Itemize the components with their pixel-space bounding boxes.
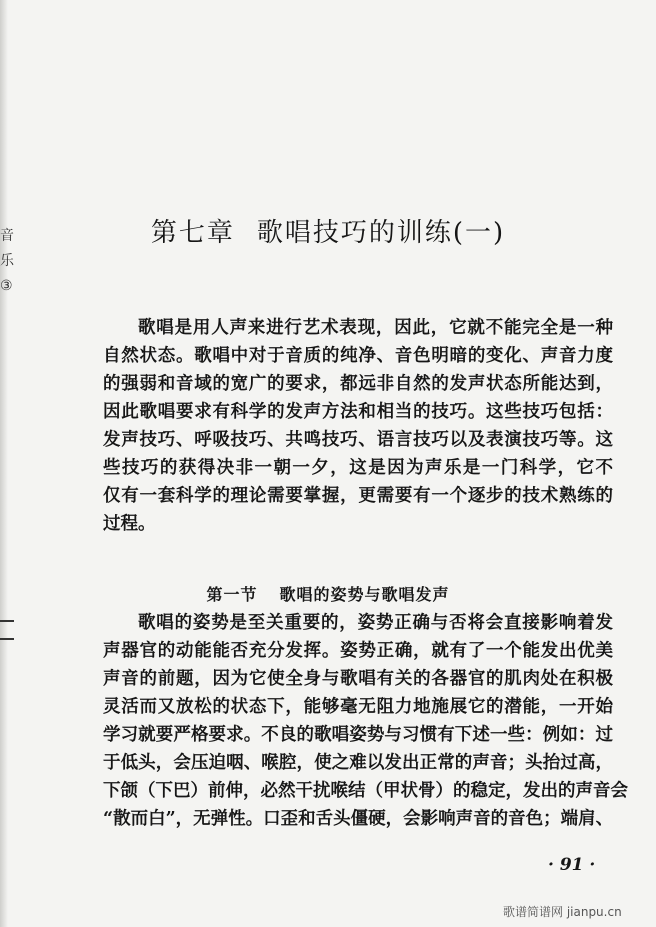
chapter-number: 第七章 bbox=[150, 218, 235, 249]
margin-mark: 乐 bbox=[0, 253, 14, 269]
text-line: 灵活而又放松的状态下，能够毫无阻力地施展它的潜能，一开始 bbox=[103, 697, 613, 717]
margin-mark: ③ bbox=[0, 278, 13, 294]
text-line: “散而白”，无弹性。口歪和舌头僵硬，会影响声音的音色；端肩、 bbox=[103, 809, 614, 829]
text-line: 仅有一套科学的理论需要掌握，更需要有一个逐步的技术熟练的 bbox=[103, 486, 613, 506]
text-line: 些技巧的获得决非一朝一夕，这是因为声乐是一门科学，它不 bbox=[103, 458, 613, 478]
text-line: 发声技巧、呼吸技巧、共鸣技巧、语言技巧以及表演技巧等。这 bbox=[103, 430, 613, 450]
text-line: 过程。 bbox=[103, 514, 156, 534]
margin-line bbox=[0, 638, 14, 640]
margin-mark: 音 bbox=[0, 228, 14, 244]
text-line: 声音的前题，因为它使全身与歌唱有关的各器官的肌肉处在积极 bbox=[103, 669, 613, 689]
section-title-text: 歌唱的姿势与歌唱发声 bbox=[279, 585, 450, 605]
margin-line bbox=[0, 620, 14, 622]
left-margin-lines bbox=[0, 620, 16, 656]
paragraph-posture bbox=[103, 609, 628, 833]
text-line: 因此歌唱要求有科学的发声方法和相当的技巧。这些技巧包括： bbox=[103, 402, 613, 422]
text-line: 下颌（下巴）前伸，必然干扰喉结（甲状骨）的稳定，发出的声音会 bbox=[103, 781, 628, 801]
text-line: 学习就要严格要求。不良的歌唱姿势与习惯有下述一些：例如：过 bbox=[103, 725, 613, 745]
chapter-title-suffix: (一) bbox=[452, 218, 506, 249]
text-line: 歌唱是用人声来进行艺术表现，因此，它就不能完全是一种 bbox=[138, 318, 613, 338]
text-line: 的强弱和音域的宽广的要求，都远非自然的发声状态所能达到， bbox=[103, 374, 613, 394]
page-number: · 91 · bbox=[548, 855, 596, 875]
paragraph-intro bbox=[103, 314, 613, 538]
text-line: 于低头，会压迫咽、喉腔，使之难以发出正常的声音；头抬过高， bbox=[103, 753, 613, 773]
text-line: 歌唱的姿势是至关重要的，姿势正确与否将会直接影响着发 bbox=[138, 613, 613, 633]
chapter-title bbox=[0, 212, 656, 249]
section-number: 第一节 bbox=[206, 585, 258, 605]
section-title bbox=[0, 582, 656, 605]
binding-shadow bbox=[0, 0, 8, 927]
watermark: 歌谱简谱网 jianpu.cn bbox=[503, 905, 622, 919]
text-line: 自然状态。歌唱中对于音质的纯净、音色明暗的变化、声音力度 bbox=[103, 346, 613, 366]
chapter-title-text: 歌唱技巧的训练 bbox=[256, 218, 453, 249]
text-line: 声器官的动能能否充分发挥。姿势正确，就有了一个能发出优美 bbox=[103, 641, 613, 661]
